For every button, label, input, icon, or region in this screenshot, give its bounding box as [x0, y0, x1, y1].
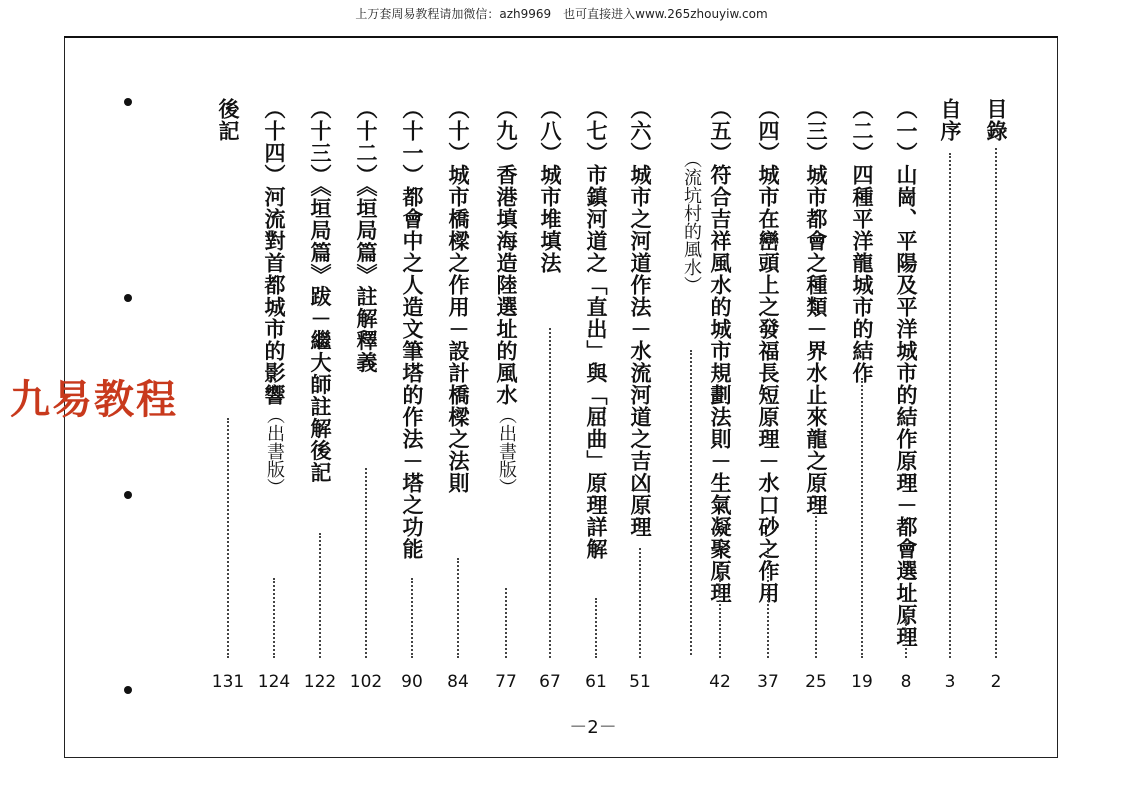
binding-hole: [124, 98, 132, 106]
dot-leader: [719, 563, 721, 658]
dot-leader: [273, 578, 275, 658]
toc-entry-mulu[interactable]: [983, 98, 1009, 658]
toc-entry-title: （十三）《垣局篇》跋－繼大師註解後記: [308, 98, 333, 484]
toc-page-number: 42: [709, 672, 731, 692]
toc-page-number: 124: [257, 672, 291, 692]
toc-entry-c11[interactable]: [399, 98, 425, 658]
toc-entry-c8[interactable]: [537, 98, 563, 658]
toc-entry-c5[interactable]: [707, 98, 733, 658]
watermark-logo: 九易教程: [10, 377, 178, 423]
toc-page-number: 37: [757, 672, 779, 692]
dot-leader: [815, 508, 817, 658]
toc-page-number: 67: [539, 672, 561, 692]
toc-page-number: 77: [495, 672, 517, 692]
dot-leader: [595, 598, 597, 658]
toc-entry-c14[interactable]: [261, 98, 287, 658]
toc-entry-c4[interactable]: [755, 98, 781, 658]
toc-entry-c2[interactable]: [849, 98, 875, 658]
toc-entry-title: 自序: [938, 98, 963, 142]
toc-page-number: 51: [629, 672, 651, 692]
toc-entry-title: （六）城市之河道作法－水流河道之吉凶原理: [628, 98, 653, 538]
toc-entry-c7[interactable]: [583, 98, 609, 658]
toc-entry-c3[interactable]: [803, 98, 829, 658]
dot-leader: [319, 533, 321, 658]
toc-entry-c1[interactable]: [893, 98, 919, 658]
binding-hole: [124, 491, 132, 499]
toc-entry-zixu[interactable]: [937, 98, 963, 658]
toc-entry-title: （八）城市堆填法: [538, 98, 563, 274]
toc-entry-c13[interactable]: [307, 98, 333, 658]
dot-leader: [767, 548, 769, 658]
toc-entry-title: （七）市鎮河道之「直出」與「屈曲」原理詳解: [584, 98, 609, 560]
toc-page-number: 90: [401, 672, 423, 692]
toc-page-number: 122: [303, 672, 337, 692]
binding-hole: [124, 294, 132, 302]
dot-leader: [861, 378, 863, 658]
dot-leader: [949, 153, 951, 658]
dot-leader: [457, 558, 459, 658]
toc-entry-title: （十二）《垣局篇》註解釋義: [354, 98, 379, 374]
toc-entry-suffix: （出書版）: [264, 406, 285, 496]
dot-leader: [505, 588, 507, 658]
toc-entry-title: （一）山崗、平陽及平洋城市的結作原理－都會選址原理: [894, 98, 919, 648]
toc-page-number: 131: [211, 672, 245, 692]
toc-page-number: 61: [585, 672, 607, 692]
toc-entry-houji[interactable]: [215, 98, 241, 658]
top-banner: 上万套周易教程请加微信：azh9969 也可直接进入www.265zhouyiw.com: [355, 7, 768, 21]
dot-leader: [639, 548, 641, 658]
toc-page-number: 19: [851, 672, 873, 692]
toc-entry-title: （十四）河流對首都城市的影響（出書版）: [262, 98, 287, 496]
toc-entry-title: （二）四種平洋龍城市的結作: [850, 98, 875, 384]
frame-top-rule: [64, 36, 1058, 38]
toc-entry-title: （九）香港填海造陸選址的風水（出書版）: [494, 98, 519, 496]
toc-entry-c12[interactable]: [353, 98, 379, 658]
toc-entry-title: 後記: [216, 98, 241, 142]
binding-hole: [124, 686, 132, 694]
toc-entry-title: 目錄: [984, 98, 1009, 142]
dot-leader: [411, 578, 413, 658]
dot-leader: [227, 418, 229, 658]
toc-page-number: 2: [990, 672, 1002, 692]
toc-entry-suffix: （出書版）: [496, 406, 517, 496]
toc-page-number: 84: [447, 672, 469, 692]
toc-page-number: 3: [944, 672, 956, 692]
toc-entry-c6[interactable]: [627, 98, 653, 658]
toc-entry-title: （三）城市都會之種類－界水止來龍之原理: [804, 98, 829, 516]
toc-sub-entry-text: （流坑村的風水）: [681, 150, 702, 294]
dot-leader: [905, 613, 907, 658]
dot-leader: [690, 350, 692, 655]
toc-entry-title: （十一）都會中之人造文筆塔的作法－塔之功能: [400, 98, 425, 560]
toc-sub-entry: [678, 150, 704, 655]
toc-entry-title: （五）符合吉祥風水的城市規劃法則－生氣凝聚原理: [708, 98, 733, 604]
toc-page-number: 25: [805, 672, 827, 692]
dot-leader: [549, 328, 551, 658]
toc-page-number: 102: [349, 672, 383, 692]
toc-page-number: 8: [900, 672, 912, 692]
page-number: －2－: [569, 717, 617, 738]
toc-entry-c10[interactable]: [445, 98, 471, 658]
toc-entry-title: （四）城市在巒頭上之發福長短原理－水口砂之作用: [756, 98, 781, 604]
toc-entry-title: （十）城市橋樑之作用－設計橋樑之法則: [446, 98, 471, 494]
dot-leader: [995, 148, 997, 658]
toc-entry-c9[interactable]: [493, 98, 519, 658]
dot-leader: [365, 468, 367, 658]
